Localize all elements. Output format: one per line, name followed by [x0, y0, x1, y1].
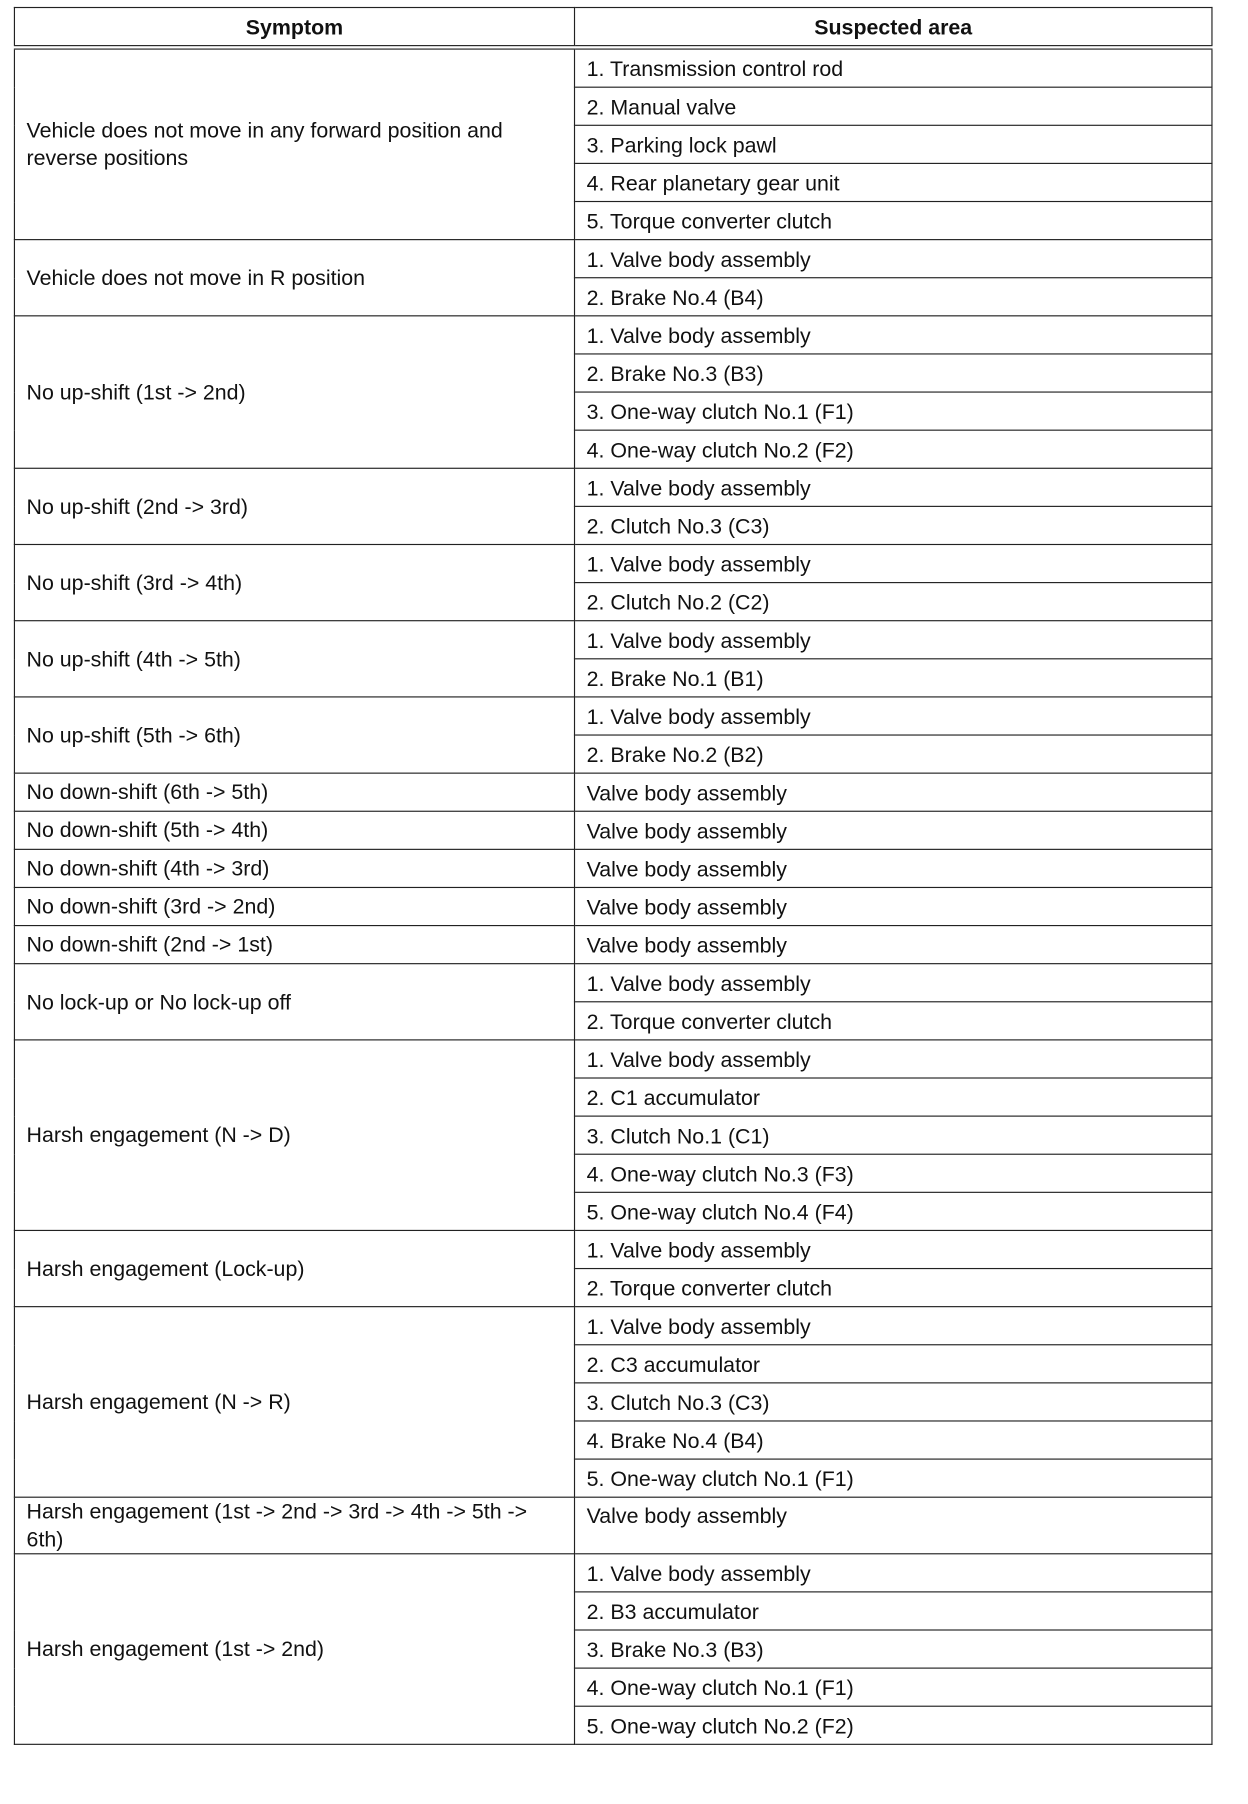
suspected-area-cell: Valve body assembly	[575, 811, 1212, 849]
suspected-area-cell: 3. Clutch No.3 (C3)	[575, 1383, 1212, 1421]
symptom-cell: No down-shift (2nd -> 1st)	[14, 926, 574, 964]
suspected-area-cell: 1. Transmission control rod	[575, 47, 1212, 87]
suspected-area-cell: 4. One-way clutch No.1 (F1)	[575, 1668, 1212, 1706]
suspected-area-cell: 5. One-way clutch No.4 (F4)	[575, 1192, 1212, 1230]
suspected-area-cell: 1. Valve body assembly	[575, 240, 1212, 278]
symptom-cell: No up-shift (1st -> 2nd)	[14, 316, 574, 468]
suspected-area-cell: 2. Brake No.2 (B2)	[575, 735, 1212, 773]
table-row	[14, 1307, 1212, 1345]
table-row	[14, 621, 1212, 659]
symptom-cell: Harsh engagement (1st -> 2nd)	[14, 1554, 574, 1745]
suspected-area-cell: 1. Valve body assembly	[575, 316, 1212, 354]
symptom-cell: Vehicle does not move in R position	[14, 240, 574, 316]
suspected-area-cell: 1. Valve body assembly	[575, 964, 1212, 1002]
table-row	[14, 811, 1212, 849]
table-row	[14, 1497, 1212, 1554]
suspected-area-cell: 2. Torque converter clutch	[575, 1269, 1212, 1307]
suspected-area-cell: Valve body assembly	[575, 849, 1212, 887]
suspected-area-cell: 2. C1 accumulator	[575, 1078, 1212, 1116]
suspected-area-cell: 1. Valve body assembly	[575, 697, 1212, 735]
suspected-area-cell: 1. Valve body assembly	[575, 544, 1212, 582]
suspected-area-cell: 2. Torque converter clutch	[575, 1002, 1212, 1040]
suspected-area-cell: 4. One-way clutch No.3 (F3)	[575, 1154, 1212, 1192]
suspected-area-cell: 5. Torque converter clutch	[575, 202, 1212, 240]
troubleshooting-table	[14, 7, 1213, 1745]
suspected-area-cell: 4. One-way clutch No.2 (F2)	[575, 430, 1212, 468]
symptom-cell: No down-shift (3rd -> 2nd)	[14, 887, 574, 925]
table-row	[14, 887, 1212, 925]
suspected-area-cell: 5. One-way clutch No.2 (F2)	[575, 1706, 1212, 1744]
table-row	[14, 964, 1212, 1002]
suspected-area-cell: 1. Valve body assembly	[575, 1554, 1212, 1592]
table-row	[14, 468, 1212, 506]
symptom-column-header: Symptom	[14, 8, 574, 48]
suspected-area-cell: 5. One-way clutch No.1 (F1)	[575, 1459, 1212, 1497]
suspected-area-cell: 2. Brake No.1 (B1)	[575, 659, 1212, 697]
table-row	[14, 47, 1212, 87]
symptom-cell: No down-shift (6th -> 5th)	[14, 773, 574, 811]
table-row	[14, 1554, 1212, 1592]
symptom-cell: No up-shift (5th -> 6th)	[14, 697, 574, 773]
suspected-area-cell: Valve body assembly	[575, 887, 1212, 925]
symptom-cell: No up-shift (2nd -> 3rd)	[14, 468, 574, 544]
table-row	[14, 1040, 1212, 1078]
suspected-area-cell: 3. Parking lock pawl	[575, 125, 1212, 163]
symptom-cell: No down-shift (5th -> 4th)	[14, 811, 574, 849]
suspected-area-cell: 1. Valve body assembly	[575, 621, 1212, 659]
header-row	[14, 8, 1212, 48]
suspected-area-cell: 4. Rear planetary gear unit	[575, 163, 1212, 201]
symptom-cell: Harsh engagement (N -> D)	[14, 1040, 574, 1231]
table-row	[14, 697, 1212, 735]
suspected-area-cell: 2. Clutch No.3 (C3)	[575, 506, 1212, 544]
suspected-area-cell: Valve body assembly	[575, 1497, 1212, 1554]
suspected-area-cell: 3. One-way clutch No.1 (F1)	[575, 392, 1212, 430]
suspected-area-cell: 3. Clutch No.1 (C1)	[575, 1116, 1212, 1154]
symptom-cell: Harsh engagement (N -> R)	[14, 1307, 574, 1498]
symptom-cell: No up-shift (4th -> 5th)	[14, 621, 574, 697]
suspected-area-cell: Valve body assembly	[575, 926, 1212, 964]
table-row	[14, 316, 1212, 354]
suspected-area-cell: 2. Brake No.4 (B4)	[575, 278, 1212, 316]
table-row	[14, 544, 1212, 582]
suspected-area-cell: 1. Valve body assembly	[575, 1307, 1212, 1345]
suspected-area-cell: 4. Brake No.4 (B4)	[575, 1421, 1212, 1459]
suspected-area-column-header: Suspected area	[575, 8, 1212, 48]
suspected-area-cell: 3. Brake No.3 (B3)	[575, 1630, 1212, 1668]
symptom-cell: Harsh engagement (Lock-up)	[14, 1230, 574, 1306]
table-row	[14, 849, 1212, 887]
suspected-area-cell: Valve body assembly	[575, 773, 1212, 811]
table-row	[14, 1230, 1212, 1268]
suspected-area-cell: 2. Manual valve	[575, 87, 1212, 125]
table-row	[14, 773, 1212, 811]
table-row	[14, 926, 1212, 964]
symptom-cell: Vehicle does not move in any forward position and reverse positions	[14, 47, 574, 239]
symptom-cell: No up-shift (3rd -> 4th)	[14, 544, 574, 620]
table-body	[14, 47, 1212, 1744]
suspected-area-cell: 1. Valve body assembly	[575, 468, 1212, 506]
symptom-cell: Harsh engagement (1st -> 2nd -> 3rd -> 4th -> 5th -> 6th)	[14, 1497, 574, 1554]
suspected-area-cell: 2. C3 accumulator	[575, 1345, 1212, 1383]
suspected-area-cell: 1. Valve body assembly	[575, 1230, 1212, 1268]
table-row	[14, 240, 1212, 278]
symptom-cell: No lock-up or No lock-up off	[14, 964, 574, 1040]
suspected-area-cell: 1. Valve body assembly	[575, 1040, 1212, 1078]
suspected-area-cell: 2. Brake No.3 (B3)	[575, 354, 1212, 392]
suspected-area-cell: 2. Clutch No.2 (C2)	[575, 583, 1212, 621]
symptom-cell: No down-shift (4th -> 3rd)	[14, 849, 574, 887]
suspected-area-cell: 2. B3 accumulator	[575, 1592, 1212, 1630]
